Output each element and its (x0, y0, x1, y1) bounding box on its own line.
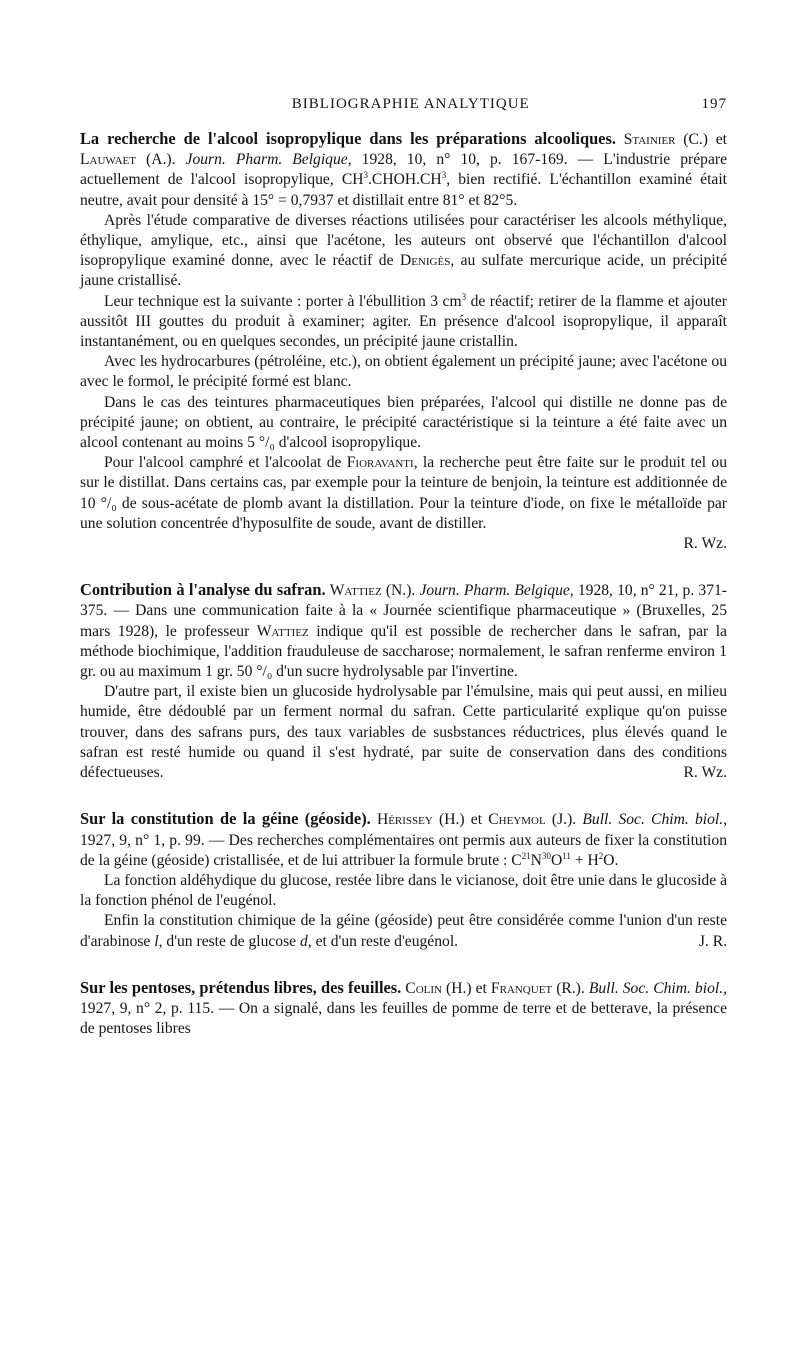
article-1-paragraph-5: Dans le cas des teintures pharmaceutiques bien préparées, l'alcool qui distille ne donne pas de précipité jaune; on obtient, au contraire, le précipité caractéristique si la teinture a été faite avec un alcool contenant au moins 5 °/₀ d'alcool isopropylique. (80, 393, 727, 452)
article-3-journal: Bull. Soc. Chim. biol., (582, 811, 727, 829)
article-3-paragraph-2: La fonction aldéhydique du glucose, restée libre dans le vicianose, doit être unie dans le glucoside à la fonction phénol de l'eugénol. (80, 871, 727, 910)
article-3-author-b-initial: (J.). (551, 811, 577, 829)
article-4-title: Sur les pentoses, prétendus libres, des feuilles. (80, 977, 402, 997)
article-3-lead (80, 809, 727, 871)
article-1-lead (80, 129, 727, 211)
article-3-p3-mid: , d'un reste de glucose (158, 932, 297, 950)
formula-sup: 3 (363, 170, 369, 181)
article-geine-constitution (80, 809, 727, 951)
formula-tail: + H (570, 851, 599, 869)
article-1-paragraph-3 (80, 292, 727, 353)
article-1-p3-sup: 3 (461, 291, 467, 302)
article-3-p3-text: Enfin la constitution chimique de la géine (géoside) peut être considérée comme l'union d'un reste d'arabinose (80, 912, 727, 950)
article-2-p2-text: D'autre part, il existe bien un glucoside hydrolysable par l'émulsine, mais qui peut aussi, en milieu humide, être dédoublé par un ferment normal du safran. Cette particularité explique qu'on puisse trouver, dans des safrans purs, des taux variables de susbstances réductrices, plus élevés quand le safran est resté humide ou quand il s'est hydraté, par suite de conservation dans des conditions défectueuses. (80, 683, 727, 782)
article-1-signature: R. Wz. (683, 535, 727, 553)
article-2-author: Wattiez (329, 582, 382, 600)
article-3-paragraph-3 (80, 911, 727, 951)
article-1-p3-text-end: de réactif; retirer de la flamme et ajouter aussitôt III gouttes du produit à examiner; agiter. En présence d'alcool isopropylique, il apparaît instantanément, ou en quelques secondes, un précipité jaune cristallin. (80, 292, 727, 351)
article-4-author-b-initial: (R.). (556, 979, 585, 997)
article-1-author-b-initial: (A.). (146, 151, 176, 169)
article-2-journal: Journ. Pharm. Belgique, (419, 582, 574, 600)
article-1-p6-name: Fioravanti (346, 454, 414, 472)
article-3-author-a: Hérissey (376, 811, 433, 829)
page (80, 96, 727, 1065)
article-3-p3-d: d (300, 932, 308, 950)
article-4-ref: 1927, 9, n° 2, p. 115. — On a signalé, dans les feuilles de pomme de terre et de betterave, la présence de pentoses libres (80, 999, 727, 1038)
article-3-signature: J. R. (698, 932, 727, 950)
article-leaf-pentoses (80, 978, 727, 1040)
article-saffron-analysis (80, 580, 727, 783)
article-3-p3-end: , et d'un reste d'eugénol. (307, 932, 459, 950)
article-1-p2-text: Après l'étude comparative de diverses réactions utilisées pour caractériser les alcools méthylique, éthylique, amylique, etc., ainsi que l'acétone, les auteurs ont observé que l'échantillon d'alcool isopropylique examiné donne, avec le réactif de (80, 211, 727, 270)
article-1-title: La recherche de l'alcool isopropylique dans les préparations alcooliques. (80, 129, 616, 148)
article-2-title: Contribution à l'analyse du safran. (80, 580, 326, 600)
article-1-paragraph-2 (80, 211, 727, 292)
article-1-p2-text-end: , au sulfate mercurique acide, un précipité jaune cristallisé. (80, 252, 727, 290)
article-2-author-initial: (N.). (385, 582, 416, 600)
article-1-ref: 1928, 10, n° 10, p. 167-169. — L'industrie prépare actuellement de l'alcool isopropylique, CH (80, 151, 728, 189)
article-1-paragraph-4: Avec les hydrocarbures (pétroléine, etc.), on obtient également un précipité jaune; avec l'acétone ou avec le formol, le précipité formé est blanc. (80, 353, 727, 391)
formula-sup-2: 3 (441, 170, 447, 181)
article-3-author-a-initial: (H.) et (439, 811, 483, 829)
article-4-author-a: Colin (405, 979, 442, 997)
article-1-p6-text-end: , la recherche peut être faite sur le produit tel ou sur le distillat. Dans certains cas, par exemple pour la teinture de benjoin, la teinture est additionnée de 10 °/₀ de sous-acétate de plomb avant la distillation. Pour la teinture d'iode, on fixe le métalloïde par une solution concentrée d'hyposulfite de soude, avant de distiller. (80, 454, 727, 532)
formula-n-sup: 30 (541, 850, 551, 861)
article-4-author-b: Franquet (490, 979, 553, 997)
article-2-lead (80, 580, 727, 682)
article-4-author-a-initial: (H.) et (446, 979, 487, 997)
article-4-journal: Bull. Soc. Chim. biol., (588, 979, 727, 997)
formula-h-sup: 2 (598, 850, 604, 861)
article-1-journal: Journ. Pharm. Belgique, (185, 151, 352, 169)
article-1-p2-name: Denigès (399, 252, 451, 270)
article-isopropyl-alcohol (80, 129, 727, 554)
article-1-author-b: Lauwaet (80, 151, 136, 169)
running-header (80, 96, 727, 113)
formula-end: O. (603, 851, 619, 869)
article-2-ref-end: indique qu'il est possible de rechercher dans le safran, par la méthode biochimique, l'addition frauduleuse de saccharose; normalement, le safran renferme environ 1 gr. ou au maximum 1 gr. 50 °/₀ d'un sucre hydrolysable par l'invertine. (80, 622, 727, 681)
article-1-paragraph-6 (80, 453, 727, 534)
article-3-p3-l: l (154, 932, 159, 950)
formula-n: N (530, 851, 542, 869)
page-number: 197 (701, 96, 727, 112)
article-2-signature: R. Wz. (683, 764, 727, 782)
formula-o: O (550, 851, 563, 869)
article-1-p6-text: Pour l'alcool camphré et l'alcoolat de (104, 454, 342, 472)
article-3-author-b: Cheymol (488, 811, 546, 829)
formula-o-sup: 11 (562, 850, 571, 861)
article-2-paragraph-2 (80, 682, 727, 783)
article-3-ref: 1927, 9, n° 1, p. 99. — Des recherches complémentaires ont permis aux auteurs de fixer la constitution de la géine (géoside) cristallisée, et de lui attribuer la formule brute : C (80, 831, 727, 869)
article-1-ref-end: , bien rectifié. L'échantillon examiné était neutre, avait pour densité à 15° = 0,7937 et distillait entre 81° et 82°5. (80, 171, 727, 209)
article-1-p3-text: Leur technique est la suivante : porter à l'ébullition 3 cm (104, 292, 462, 310)
article-2-ref: 1928, 10, n° 21, p. 371-375. — Dans une communication faite à la « Journée scientifique pharmaceutique » (Bruxelles, 25 mars 1928), le professeur (80, 582, 727, 640)
article-1-author-a: Stainier (623, 131, 676, 148)
article-3-title: Sur la constitution de la géine (géoside). (80, 809, 371, 829)
running-title: BIBLIOGRAPHIE ANALYTIQUE (291, 96, 530, 112)
formula-mid: .CHOH.CH (368, 171, 442, 189)
article-2-ref-name: Wattiez (256, 622, 309, 640)
article-1-author-a-initial: (C.) et (683, 131, 727, 148)
formula-c-sup: 21 (521, 850, 531, 861)
article-4-lead (80, 978, 727, 1040)
